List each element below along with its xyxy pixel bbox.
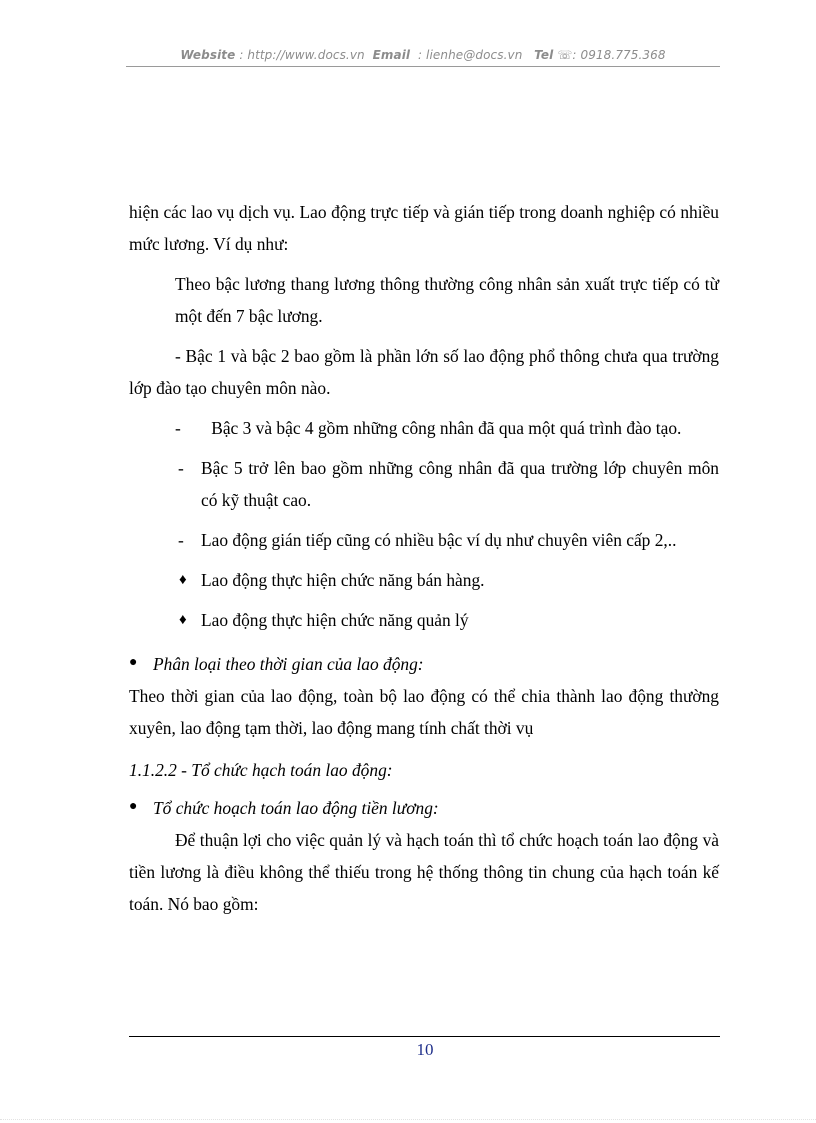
bullet-icon: ● <box>129 655 138 670</box>
list-item-text: Lao động gián tiếp cũng có nhiều bậc ví dụ như chuyên viên cấp 2,.. <box>201 530 677 550</box>
page-edge <box>0 1119 816 1120</box>
tel-label: Tel <box>534 48 554 62</box>
list-item-text: Bậc 3 và bậc 4 gồm những công nhân đã qua một quá trình đào tạo. <box>211 418 682 438</box>
list-item <box>129 524 719 556</box>
page-header <box>126 48 720 62</box>
tel-value: : 0918.775.368 <box>572 48 666 62</box>
page-number: 10 <box>416 1040 434 1059</box>
list-item <box>129 452 719 516</box>
dash-marker: - <box>178 458 184 478</box>
diamond-icon: ♦ <box>179 572 187 588</box>
list-item-text: Lao động thực hiện chức năng quản lý <box>201 610 469 630</box>
list-item-text: Bậc 5 trở lên bao gồm những công nhân đã qua trường lớp chuyên môn có kỹ thuật cao. <box>201 458 719 510</box>
diamond-icon: ♦ <box>179 612 187 628</box>
paragraph: Theo thời gian của lao động, toàn bộ lao động có thể chia thành lao động thường xuyên, lao động tạm thời, lao động mang tính chất thời vụ <box>129 686 719 738</box>
list-item <box>129 412 719 444</box>
list-item-text: Lao động thực hiện chức năng bán hàng. <box>201 570 485 590</box>
header-divider <box>126 66 720 67</box>
footer-divider <box>129 1036 720 1037</box>
document-body <box>129 196 719 920</box>
website-label: Website <box>180 48 236 62</box>
dash-marker: - <box>178 530 184 550</box>
website-value: : http://www.docs.vn <box>239 48 365 62</box>
telephone-icon: ☏ <box>557 48 573 62</box>
paragraph: - Bậc 1 và bậc 2 bao gồm là phần lớn số lao động phổ thông chưa qua trường lớp đào tạo chuyên môn nào. <box>129 346 719 398</box>
section-heading: 1.1.2.2 - Tổ chức hạch toán lao động: <box>129 760 393 780</box>
dash-marker: - <box>175 418 181 438</box>
list-item <box>129 648 719 680</box>
paragraph: Để thuận lợi cho việc quản lý và hạch toán thì tổ chức hoạch toán lao động và tiền lương là điều không thể thiếu trong hệ thống thông tin chung của hạch toán kế toán. Nó bao gồm: <box>129 830 719 914</box>
email-label: Email <box>372 48 411 62</box>
list-item <box>129 792 719 824</box>
list-item-text: Tổ chức hoạch toán lao động tiền lương: <box>153 798 439 818</box>
list-item <box>129 604 719 636</box>
paragraph: Theo bậc lương thang lương thông thường công nhân sản xuất trực tiếp có từ một đến 7 bậc lương. <box>175 274 719 326</box>
bullet-icon: ● <box>129 799 138 814</box>
paragraph: hiện các lao vụ dịch vụ. Lao động trực tiếp và gián tiếp trong doanh nghiệp có nhiều mức lương. Ví dụ như: <box>129 202 719 254</box>
list-item <box>129 564 719 596</box>
email-value: : lienhe@docs.vn <box>417 48 523 62</box>
list-item-text: Phân loại theo thời gian của lao động: <box>153 654 424 674</box>
